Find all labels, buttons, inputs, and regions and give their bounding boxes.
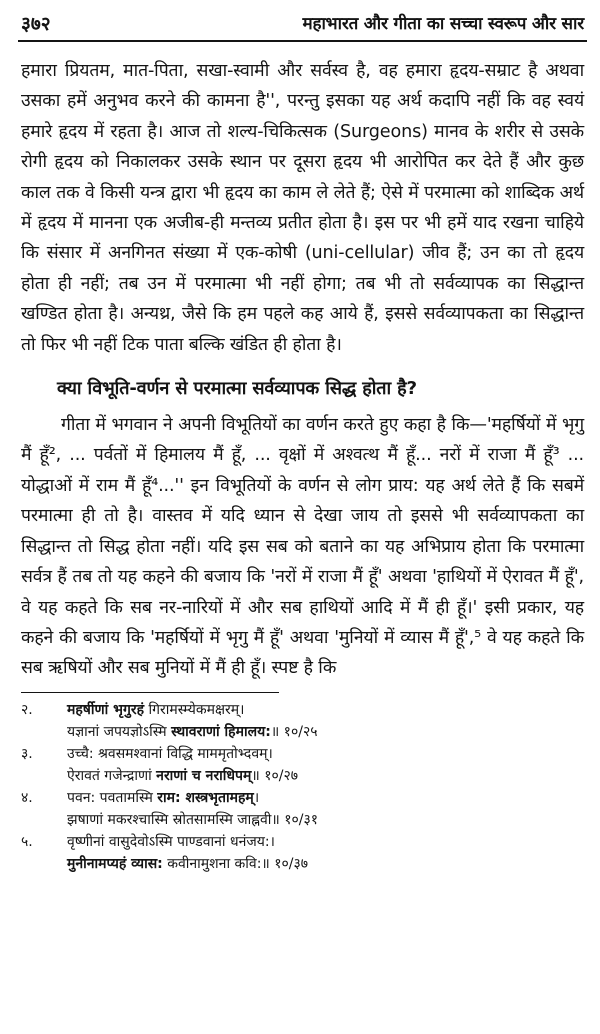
footnote-text: ॥ १०/२७ [251,767,299,784]
footnote-text-bold: नराणां च नराधिपम् [156,767,252,784]
header-rule [18,40,587,42]
footnote-text: यज्ञानां जपयज्ञोऽस्मि [67,723,172,740]
running-title: महाभारत और गीता का सच्चा स्वरूप और सार [302,14,584,34]
footnote-text: वृष्णीनां वासुदेवोऽस्मि पाण्डवानां धनंजय:। [67,833,275,850]
footnote-text-bold: राम: शस्त्रभृतामहम् [157,789,254,806]
footnote-text: उच्चै: श्रवसमश्वानां विद्धि माममृतोभ्दवम्। [67,745,273,762]
footnote-4 [21,787,584,831]
footnote-text-bold: महर्षीणां भृगुरहं [67,701,145,718]
footnote-text: । [253,789,260,806]
footnote-text: झषाणां मकरश्चास्मि स्रोतसामस्मि जाह्नवी॥ १०/३१ [67,811,319,828]
footnote-number: २. [21,701,33,718]
footnote-text: ऐरावतं गजेन्द्राणां [67,767,157,784]
footnote-text: ॥ १०/२५ [270,723,318,740]
footnote-3 [21,743,584,787]
footnote-number: ४. [21,789,33,806]
section-heading: क्या विभूति-वर्णन से परमात्मा सर्वव्यापक सिद्ध होता है? [57,378,417,400]
page-number: ३७२ [21,13,51,35]
footnote-number: ५. [21,833,33,850]
paragraph-1: हमारा प्रियतम, मात-पिता, सखा-स्वामी और सर्वस्व है, वह हमारा हृदय-सम्राट है अथवा उसका हमें अनुभव करने की कामना है'', परन्तु इसका यह अर्थ कदापि नहीं कि वह स्वयं हमारे हृदय में रहता है। आज तो शल्य-चिकित्सक (Surgeons) मानव के शरीर से उसके रोगी हृदय को निकालकर उसके स्थान पर दूसरा हृदय भी आरोपित कर देते हैं और कुछ काल तक वे किसी यन्त्र द्वारा भी हृदय का काम ले लेते हैं; ऐसे में परमात्मा को शाब्दिक अर्थ में हृदय में मानना एक अजीब-ही मन्तव्य प्रतीत होता है। इस पर भी हमें याद रखना चाहिये कि संसार में अनगिनत संख्या में एक-कोषी (uni-cellular) जीव हैं; उन का तो हृदय होता ही नहीं; तब उन में परमात्मा भी नहीं होगा; तब भी तो सर्वव्यापक का सिद्धान्त खण्डित होता है। अन्यथ्र, जैसे कि हम पहले कह आये हैं, इससे सर्वव्यापकता का सिद्धान्त तो फिर भी नहीं टिक पाता बल्कि खंडित ही होता है। [21,61,584,355]
page-header [21,0,584,40]
paragraph-2: गीता में भगवान ने अपनी विभूतियों का वर्णन करते हुए कहा है कि—'महर्षियों में भृगु मैं हूँ², ... पर्वतों में हिमालय मैं हूँ, ... वृक्षों में अश्वत्थ मैं हूँ... नरों में राजा मैं हूँ³ ... योद्धाओं में राम मैं हूँ⁴...'' इन विभूतियों के वर्णन से लोग प्राय: यह अर्थ लेते हैं कि सबमें परमात्मा ही तो है। वास्तव में यदि ध्यान से देखा जाय तो इससे भी सर्वव्यापकता का सिद्धान्त तो सिद्ध होता नहीं। यदि इस सब को बताने का यह अभिप्राय होता कि परमात्मा सर्वत्र हैं तब तो यह कहने की बजाय कि 'नरों में राजा मैं हूँ' अथवा 'हाथियों में ऐरावत मैं हूँ', वे यह कहते कि सब नर-नारियों में और सब हाथियों आदि में मैं ही हूँ।' इसी प्रकार, यह कहने की बजाय कि 'महर्षियों में भृगु मैं हूँ' अथवा 'मुनियों में व्यास मैं हूँ',⁵ वे यह कहते कि सब ऋषियों और सब मुनियों में मैं ही हूँ। स्पष्ट है कि [21,415,584,679]
footnote-number: ३. [21,745,33,762]
footnote-text: गिरामस्म्येकमक्षरम्। [144,701,245,718]
footnote-rule [21,692,279,693]
footnote-text-bold: स्थावराणां हिमालय: [171,723,271,740]
body-text [21,56,584,684]
footnote-2 [21,699,584,743]
footnote-text: पवन: पवतामस्मि [67,789,158,806]
footnotes [21,699,584,875]
footnote-5 [21,831,584,875]
footnote-text-bold: मुनीनामप्यहं व्यास: [67,855,163,872]
footnote-text: कवीनामुशना कवि:॥ १०/३७ [162,855,309,872]
